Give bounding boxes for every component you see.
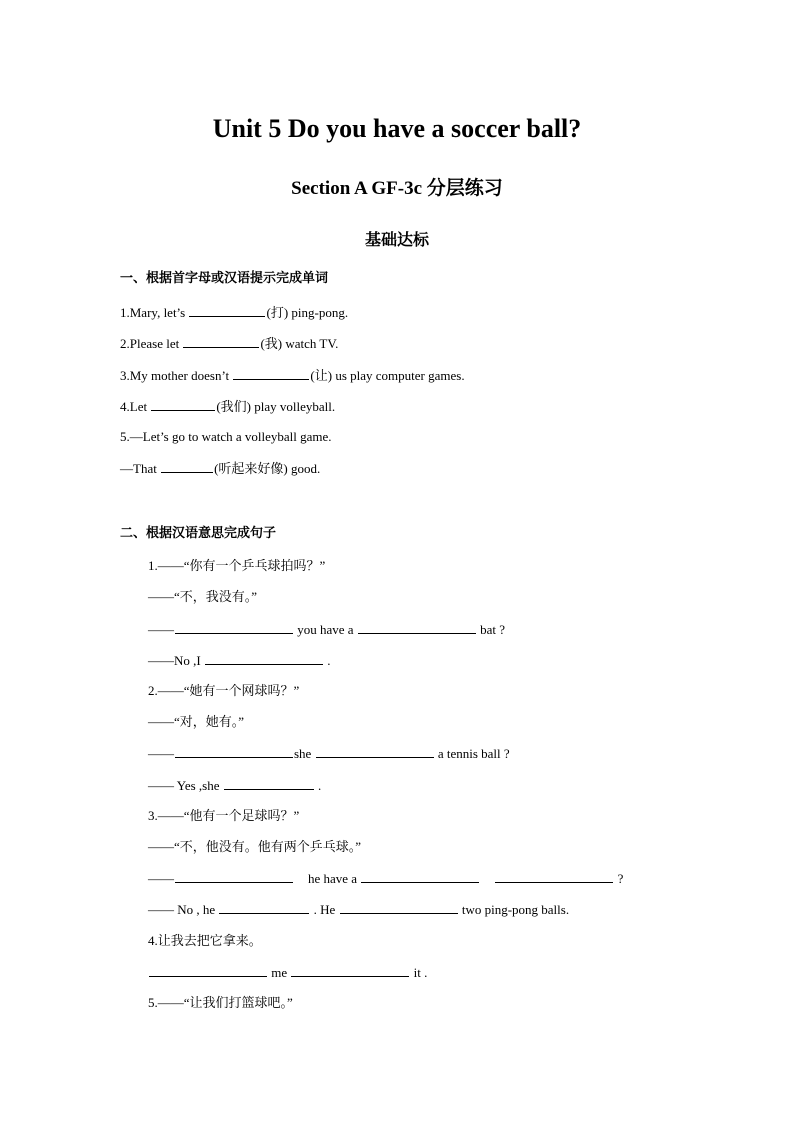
answer-blank[interactable]	[340, 900, 458, 914]
s2-q1-cn-reply: ——“不，我没有。”	[148, 589, 258, 604]
answer-blank[interactable]	[183, 334, 259, 348]
s2-q2-answer-2: —— Yes ,she .	[148, 778, 322, 793]
answer-blank[interactable]	[149, 963, 267, 977]
s1-item-4: 4.Let (我们) play volleyball.	[120, 399, 336, 414]
s2-q3-cn-reply: ——“不，他没有。他有两个乒乓球。”	[148, 839, 362, 854]
answer-blank[interactable]	[205, 651, 323, 665]
s2-q2-answer-1: —— she a tennis ball ?	[148, 746, 510, 761]
answer-blank[interactable]	[151, 397, 215, 411]
answer-blank[interactable]	[361, 869, 479, 883]
page-subtitle: Section A GF-3c 分层练习	[291, 178, 503, 199]
s1-item-5-answer: —That (听起来好像) good.	[120, 461, 321, 476]
s1-item-5: 5.—Let’s go to watch a volleyball game.	[120, 429, 332, 444]
s2-q4-cn: 4.让我去把它拿来。	[148, 933, 262, 948]
s2-q2-cn-reply: ——“对，她有。”	[148, 714, 245, 729]
s2-q1-cn: 1.——“你有一个乒乓球拍吗？”	[148, 558, 326, 573]
answer-blank[interactable]	[161, 459, 213, 473]
page-title: Unit 5 Do you have a soccer ball?	[212, 114, 582, 143]
answer-blank[interactable]	[175, 620, 293, 634]
s2-q3-answer-1: —— he have a ?	[148, 871, 624, 886]
level-heading: 基础达标	[364, 232, 429, 249]
section2-heading: 二、根据汉语意思完成句子	[120, 526, 277, 541]
answer-blank[interactable]	[224, 776, 314, 790]
s1-item-2: 2.Please let (我) watch TV.	[120, 336, 339, 351]
s2-q4-answer: me it .	[148, 963, 427, 982]
answer-blank[interactable]	[189, 303, 265, 317]
s2-q2-cn: 2.——“她有一个网球吗？”	[148, 683, 300, 698]
s1-item-3: 3.My mother doesn’t (让) us play computer games.	[120, 368, 465, 383]
s2-q1-answer-1: —— you have a bat ?	[148, 622, 505, 637]
answer-blank[interactable]	[233, 366, 309, 380]
answer-blank[interactable]	[219, 900, 309, 914]
section1-heading: 一、根据首字母或汉语提示完成单词	[120, 271, 329, 286]
answer-blank[interactable]	[175, 744, 293, 758]
s2-q1-answer-2: ——No ,I .	[148, 653, 331, 668]
answer-blank[interactable]	[358, 620, 476, 634]
answer-blank[interactable]	[175, 869, 293, 883]
s1-item-1: 1.Mary, let’s (打) ping-pong.	[120, 305, 349, 320]
answer-blank[interactable]	[291, 963, 409, 977]
s2-q3-cn: 3.——“他有一个足球吗？”	[148, 808, 300, 823]
s2-q5-cn: 5.——“让我们打篮球吧。”	[148, 995, 293, 1010]
answer-blank[interactable]	[495, 869, 613, 883]
s2-q3-answer-2: —— No , he . He two ping-pong balls.	[148, 902, 570, 917]
answer-blank[interactable]	[316, 744, 434, 758]
